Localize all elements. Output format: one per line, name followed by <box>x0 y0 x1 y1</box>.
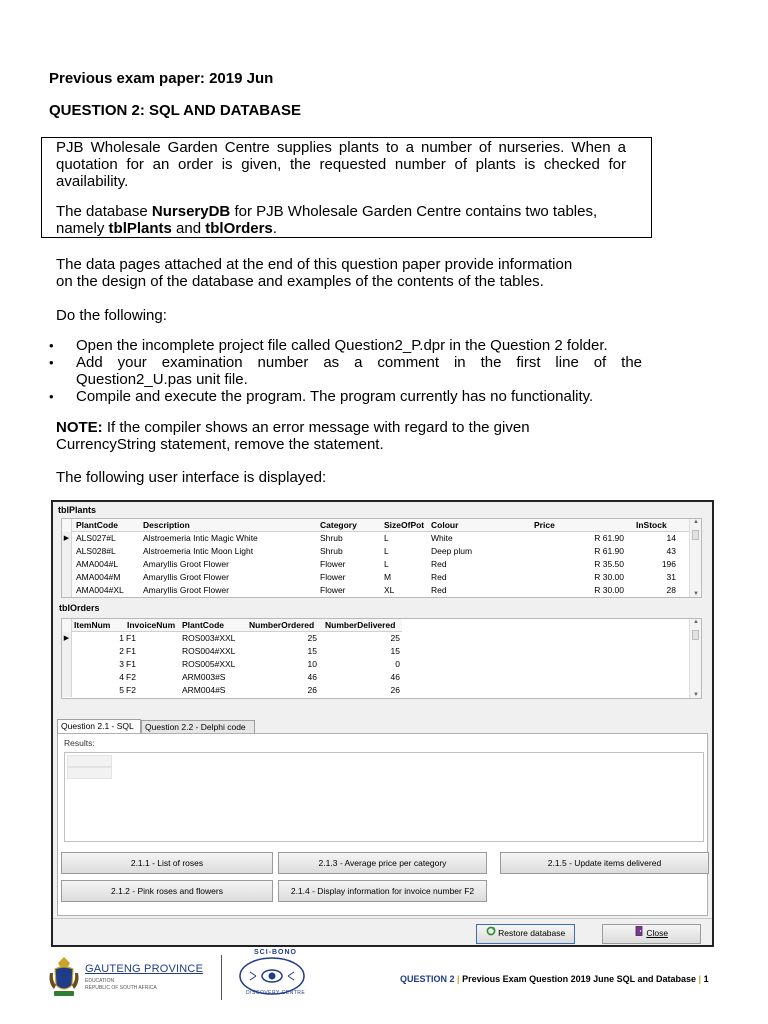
sci-bono-bottom-text: DISCOVERY CENTRE <box>246 990 306 996</box>
col-header-price[interactable]: Price <box>534 520 555 530</box>
table-row[interactable] <box>62 558 690 571</box>
bullet-open-project: Open the incomplete project file called Question2_P.dpr in the Question 2 folder. <box>76 337 608 354</box>
row-indicator-cell <box>62 645 72 658</box>
exam-title: Previous exam paper: 2019 Jun <box>49 70 274 87</box>
cell-colour[interactable]: White <box>431 533 453 543</box>
bullet-icon: • <box>49 355 54 370</box>
cell-itemnum[interactable]: 4 <box>119 672 124 682</box>
plants-section-label: tblPlants <box>58 505 97 515</box>
intro-text: The database <box>56 203 152 220</box>
scroll-up-icon[interactable]: ▲ <box>693 519 699 525</box>
gauteng-coat-of-arms-icon <box>46 955 82 999</box>
cell-invoicenum[interactable]: F1 <box>126 659 136 669</box>
row-indicator-cell <box>62 519 72 532</box>
results-label: Results: <box>64 738 95 748</box>
cell-plantcode[interactable]: ALS027#L <box>76 533 116 543</box>
bullet-add-exam-number-cont: Question2_U.pas unit file. <box>76 371 248 388</box>
row-indicator-cell <box>62 558 72 571</box>
row-indicator-cell <box>62 545 72 558</box>
cell-description[interactable]: Amaryllis Groot Flower <box>143 559 229 569</box>
cell-numberordered[interactable]: 10 <box>307 659 317 669</box>
cell-numberdelivered[interactable]: 46 <box>390 672 400 682</box>
cell-invoicenum[interactable]: F2 <box>126 672 136 682</box>
cell-price[interactable]: R 61.90 <box>594 533 624 543</box>
cell-itemnum[interactable]: 3 <box>119 659 124 669</box>
scroll-down-icon[interactable]: ▼ <box>693 591 699 597</box>
table-row[interactable] <box>62 658 402 671</box>
table-name-orders: tblOrders <box>205 220 273 237</box>
current-row-icon: ▶ <box>62 532 72 545</box>
intro-text: for PJB Wholesale Garden Centre contains two tables, <box>230 203 598 220</box>
cell-itemnum[interactable]: 2 <box>119 646 124 656</box>
cell-colour[interactable]: Red <box>431 572 447 582</box>
restore-database-button[interactable] <box>476 924 575 944</box>
cell-plantcode[interactable]: AMA004#XL <box>76 585 124 595</box>
pink-roses-button[interactable]: 2.1.2 - Pink roses and flowers <box>61 880 273 902</box>
cell-itemnum[interactable]: 5 <box>119 685 124 695</box>
row-indicator-cell <box>62 571 72 584</box>
cell-category[interactable]: Shrub <box>320 533 343 543</box>
cell-numberdelivered[interactable]: 26 <box>390 685 400 695</box>
col-header-plantcode[interactable]: PlantCode <box>76 520 119 530</box>
invoice-f2-button[interactable]: 2.1.4 - Display information for invoice number F2 <box>278 880 487 902</box>
cell-numberordered[interactable]: 46 <box>307 672 317 682</box>
note-line-2: CurrencyString statement, remove the statement. <box>56 436 384 453</box>
col-header-instock[interactable]: InStock <box>636 520 667 530</box>
cell-itemnum[interactable]: 1 <box>119 633 124 643</box>
cell-description[interactable]: Amaryllis Groot Flower <box>143 585 229 595</box>
cell-category[interactable]: Flower <box>320 559 346 569</box>
sql-tab-panel <box>57 733 708 916</box>
footer-description: Previous Exam Question 2019 June SQL and Database <box>462 974 697 984</box>
cell-plantcode[interactable]: ROS004#XXL <box>182 646 236 656</box>
row-indicator-cell <box>62 619 72 632</box>
cell-invoicenum[interactable]: F1 <box>126 646 136 656</box>
table-row[interactable] <box>62 571 690 584</box>
cell-plantcode[interactable]: ROS003#XXL <box>182 633 236 643</box>
cell-price[interactable]: R 30.00 <box>594 585 624 595</box>
footer-page-number: 1 <box>703 974 709 984</box>
row-indicator-cell <box>62 658 72 671</box>
footer-question-label: QUESTION 2 <box>400 974 455 984</box>
table-row[interactable] <box>62 645 402 658</box>
cell-colour[interactable]: Red <box>431 559 447 569</box>
orders-scrollbar[interactable] <box>689 619 701 698</box>
table-row[interactable] <box>62 632 402 645</box>
col-header-plantcode[interactable]: PlantCode <box>182 620 225 630</box>
intro-paragraph-2 <box>56 203 646 237</box>
cell-colour[interactable]: Deep plum <box>431 546 473 556</box>
cell-numberordered[interactable]: 25 <box>307 633 317 643</box>
col-header-invoicenum[interactable]: InvoiceNum <box>127 620 176 630</box>
plants-grid[interactable] <box>61 518 702 598</box>
cell-colour[interactable]: Red <box>431 585 447 595</box>
sci-bono-logo <box>236 949 308 1000</box>
update-delivered-button[interactable]: 2.1.5 - Update items delivered <box>500 852 709 874</box>
average-price-button[interactable]: 2.1.3 - Average price per category <box>278 852 487 874</box>
empty-row <box>62 697 402 699</box>
cell-invoicenum[interactable]: F2 <box>126 685 136 695</box>
gauteng-province-text: GAUTENG PROVINCE <box>85 963 204 975</box>
plants-scrollbar[interactable] <box>689 519 701 597</box>
current-row-icon: ▶ <box>62 632 72 645</box>
cell-description[interactable]: Amaryllis Groot Flower <box>143 572 229 582</box>
scroll-down-icon[interactable]: ▼ <box>693 692 699 698</box>
footer-separator: | <box>457 974 460 984</box>
col-header-colour[interactable]: Colour <box>431 520 459 530</box>
question-heading: QUESTION 2: SQL AND DATABASE <box>49 102 301 119</box>
col-header-sizeofpot[interactable]: SizeOfPot <box>384 520 425 530</box>
intro-paragraph-1: PJB Wholesale Garden Centre supplies plants to a number of nurseries. When a quotation for an order is given, the requested number of plants is checked for availability. <box>56 139 626 190</box>
education-text: EDUCATION <box>85 978 115 984</box>
cell-sizeofpot[interactable]: L <box>384 559 389 569</box>
tab-question-2-1-sql[interactable]: Question 2.1 - SQL <box>57 719 141 734</box>
data-pages-line-1: The data pages attached at the end of this question paper provide information <box>56 256 573 273</box>
cell-sizeofpot[interactable]: L <box>384 533 389 543</box>
cell-plantcode[interactable]: AMA004#M <box>76 572 121 582</box>
footer-caption <box>400 974 709 984</box>
bullet-icon: • <box>49 389 54 404</box>
sci-bono-top-text: SCI-BONO <box>254 949 297 956</box>
cell-category[interactable]: Shrub <box>320 546 343 556</box>
col-header-numberdelivered[interactable]: NumberDelivered <box>325 620 396 630</box>
note-label: NOTE: <box>56 419 103 436</box>
cell-numberdelivered[interactable]: 15 <box>390 646 400 656</box>
scroll-up-icon[interactable]: ▲ <box>693 619 699 625</box>
list-of-roses-button[interactable]: 2.1.1 - List of roses <box>61 852 273 874</box>
cell-instock[interactable]: 14 <box>666 533 676 543</box>
bullet-icon: • <box>49 338 54 353</box>
orders-section-label: tblOrders <box>59 603 100 613</box>
row-indicator-cell <box>62 584 72 597</box>
refresh-icon <box>486 925 496 942</box>
note-line-1 <box>56 419 530 436</box>
table-row[interactable] <box>62 684 402 697</box>
cell-plantcode[interactable]: ALS028#L <box>76 546 116 556</box>
cell-numberordered[interactable]: 26 <box>307 685 317 695</box>
plants-header-row <box>62 519 690 532</box>
col-header-category[interactable]: Category <box>320 520 357 530</box>
scroll-thumb[interactable] <box>692 530 699 540</box>
scroll-thumb[interactable] <box>692 630 699 640</box>
table-row[interactable] <box>62 532 690 545</box>
cell-invoicenum[interactable]: F1 <box>126 633 136 643</box>
table-row[interactable] <box>62 671 402 684</box>
cell-category[interactable]: Flower <box>320 572 346 582</box>
bullet-compile: Compile and execute the program. The program currently has no functionality. <box>76 388 594 405</box>
intro-text: and <box>171 220 206 237</box>
table-row[interactable] <box>62 584 690 597</box>
intro-text: . <box>272 220 277 237</box>
results-grid[interactable] <box>64 752 704 842</box>
app-window <box>51 500 714 947</box>
cell-instock[interactable]: 43 <box>666 546 676 556</box>
close-button[interactable] <box>602 924 701 944</box>
intro-box <box>41 137 652 238</box>
cell-plantcode[interactable]: ARM004#S <box>182 685 226 695</box>
note-text: If the compiler shows an error message with regard to the given <box>102 419 530 436</box>
cell-instock[interactable]: 196 <box>661 559 676 569</box>
cell-sizeofpot[interactable]: M <box>384 572 392 582</box>
footer-separator: | <box>698 974 702 984</box>
col-header-itemnum[interactable]: ItemNum <box>74 620 111 630</box>
col-header-description[interactable]: Description <box>143 520 190 530</box>
cell-numberdelivered[interactable]: 25 <box>390 633 400 643</box>
data-pages-line-2: on the design of the database and examples of the contents of the tables. <box>56 273 544 290</box>
table-row[interactable] <box>62 545 690 558</box>
cell-plantcode[interactable]: AMA004#L <box>76 559 119 569</box>
intro-text: namely <box>56 220 109 237</box>
orders-header-row <box>62 619 402 632</box>
republic-text: REPUBLIC OF SOUTH AFRICA <box>85 985 157 991</box>
ui-intro: The following user interface is displayed: <box>56 469 327 486</box>
col-header-numberordered[interactable]: NumberOrdered <box>249 620 315 630</box>
cell-plantcode[interactable]: ROS005#XXL <box>182 659 236 669</box>
cell-price[interactable]: R 61.90 <box>594 546 624 556</box>
cell-description[interactable]: Alstroemeria Intic Magic White <box>143 533 258 543</box>
cell-category[interactable]: Flower <box>320 585 346 595</box>
cell-numberordered[interactable]: 15 <box>307 646 317 656</box>
row-indicator-cell <box>62 684 72 697</box>
close-label: Close <box>646 928 669 938</box>
results-cell <box>67 767 112 779</box>
cell-sizeofpot[interactable]: XL <box>384 585 395 595</box>
cell-plantcode[interactable]: ARM003#S <box>182 672 226 682</box>
bullet-add-exam-number: Add your examination number as a comment in the first line of the <box>76 354 642 371</box>
bottom-bar <box>53 918 712 945</box>
cell-price[interactable]: R 30.00 <box>594 572 624 582</box>
door-icon <box>635 925 644 942</box>
restore-label: Restore database <box>498 928 566 938</box>
orders-grid[interactable] <box>61 618 702 699</box>
tab-question-2-2-delphi[interactable]: Question 2.2 - Delphi code <box>141 720 255 734</box>
cell-instock[interactable]: 28 <box>666 585 676 595</box>
do-following: Do the following: <box>56 307 167 324</box>
cell-price[interactable]: R 35.50 <box>594 559 624 569</box>
results-cell <box>67 755 112 767</box>
db-name: NurseryDB <box>151 203 231 220</box>
cell-numberdelivered[interactable]: 0 <box>395 659 400 669</box>
cell-description[interactable]: Alstroemeria Intic Moon Light <box>143 546 254 556</box>
footer-divider <box>221 955 222 1000</box>
table-name-plants: tblPlants <box>108 220 172 237</box>
cell-sizeofpot[interactable]: L <box>384 546 389 556</box>
cell-instock[interactable]: 31 <box>666 572 676 582</box>
row-indicator-cell <box>62 671 72 684</box>
